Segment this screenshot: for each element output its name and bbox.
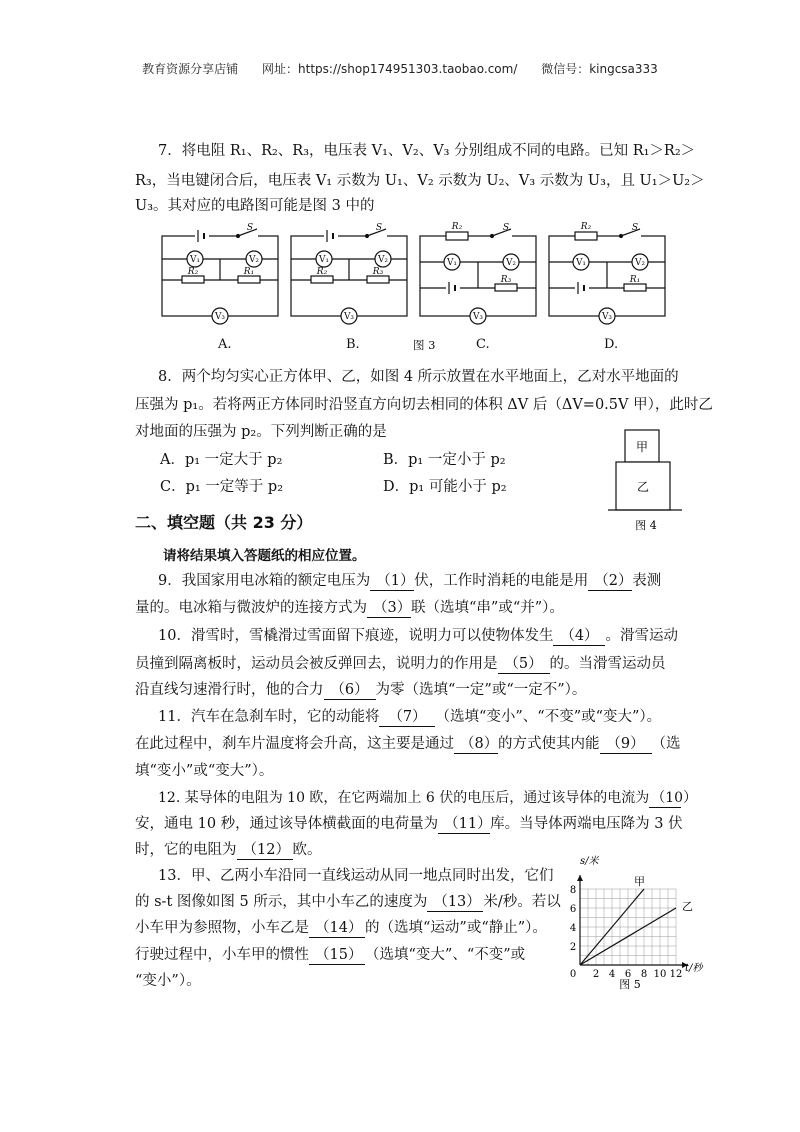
blank-7[interactable]: （7） bbox=[379, 708, 435, 727]
blank-4[interactable]: （4） bbox=[553, 627, 605, 646]
q13-line5: “变小”）。 bbox=[135, 973, 201, 989]
q8-line1: 8．两个均匀实心正方体甲、乙，如图 4 所示放置在水平地面上，乙对水平地面的 bbox=[158, 369, 679, 385]
option-a-label: A. bbox=[218, 337, 232, 352]
blank-9[interactable]: （9） bbox=[600, 735, 652, 754]
q11-line3: 填“变小”或“变大”）。 bbox=[135, 763, 274, 779]
q13-line3: 小车甲为参照物，小车乙是 （14） 的（选填“运动”或“静止”）。 bbox=[135, 920, 547, 936]
q8-line2: 压强为 p₁。若将两正方体同时沿竖直方向切去相同的体积 ΔV 后（ΔV=0.5V 甲），此时乙 bbox=[135, 397, 713, 413]
x-tick-label: 2 bbox=[592, 969, 600, 980]
q9-line1: 9．我国家用电冰箱的额定电压为 （1）伏，工作时消耗的电能是用 （2）表测 bbox=[158, 573, 662, 589]
q8-option-c: C．p₁ 一定等于 p₂ bbox=[160, 479, 284, 495]
chart-ticks bbox=[570, 885, 683, 980]
q12-line1: 12. 某导体的电阻为 10 欧，在它两端加上 6 伏的电压后，通过该导体的电流为 （10） bbox=[158, 790, 698, 806]
resistor-label: R₃ bbox=[500, 275, 512, 285]
blank-8[interactable]: （8） bbox=[454, 735, 498, 754]
voltmeter-v2-label: V₂ bbox=[248, 255, 260, 265]
q11-line2: 在此过程中，刹车片温度将会升高，这主要是通过 （8）的方式使其内能 （9） （选 bbox=[135, 736, 681, 752]
blank-15[interactable]: （15） bbox=[309, 946, 365, 965]
figure-5-st-chart bbox=[548, 850, 708, 995]
resistor-label: R₃ bbox=[372, 267, 384, 277]
circuit-a bbox=[162, 229, 278, 324]
resistor-label: R₂ bbox=[580, 222, 592, 232]
x-tick-label: 4 bbox=[608, 969, 616, 980]
voltmeter-v3-label: V₃ bbox=[343, 312, 355, 322]
figure-4-cubes bbox=[608, 425, 684, 535]
circuit-c bbox=[420, 229, 536, 324]
voltmeter-v2-label: V₂ bbox=[377, 255, 389, 265]
q12-line3: 时，它的电阻为 （12） 欧。 bbox=[135, 842, 322, 858]
q7-line2: R₃，当电键闭合后，电压表 V₁ 示数为 U₁、V₂ 示数为 U₂、V₃ 示数为 U₃，且 U₁＞U₂＞ bbox=[135, 173, 705, 189]
q10-line2: 员撞到隔离板时，运动员会被反弹回去，说明力的作用是 （5） 的。当滑雪运动员 bbox=[135, 656, 666, 672]
voltmeter-v1-label: V₁ bbox=[575, 258, 587, 268]
q8-line3: 对地面的压强为 p₂。下列判断正确的是 bbox=[135, 424, 387, 440]
x-tick-label: 12 bbox=[669, 969, 683, 980]
y-tick-label: 8 bbox=[569, 885, 577, 896]
figure-3-caption: 图 3 bbox=[413, 338, 436, 352]
y-tick-label: 6 bbox=[569, 904, 577, 915]
blank-1[interactable]: （1） bbox=[370, 572, 414, 591]
shop-name: 教育资源分享店铺 bbox=[142, 62, 239, 76]
switch-label: S bbox=[631, 223, 639, 233]
figure-5-caption: 图 5 bbox=[619, 978, 641, 991]
q13-line4: 行驶过程中，小车甲的惯性 （15） （选填“变大”、“不变”或 bbox=[135, 947, 526, 963]
blank-3[interactable]: （3） bbox=[367, 599, 411, 618]
section-note: 请将结果填入答题纸的相应位置。 bbox=[163, 548, 366, 564]
blank-10[interactable]: （10） bbox=[651, 790, 698, 806]
option-b-label: B. bbox=[346, 337, 360, 352]
y-axis-arrow bbox=[577, 875, 583, 881]
section-title: 二、填空题（共 23 分） bbox=[135, 513, 313, 532]
blank-5[interactable]: （5） bbox=[498, 655, 550, 674]
wechat-id: 微信号：kingcsa333 bbox=[541, 62, 658, 76]
voltmeter-v1-label: V₁ bbox=[446, 258, 458, 268]
q9-line2: 量的。电冰箱与微波炉的连接方式为 （3）联（选填“串”或“并”）。 bbox=[135, 600, 564, 616]
x-axis-label: t/秒 bbox=[685, 963, 703, 974]
q13-line1: 13．甲、乙两小车沿同一直线运动从同一地点同时出发，它们 bbox=[158, 868, 554, 884]
voltmeter-v3-label: V₃ bbox=[214, 312, 226, 322]
series-label: 乙 bbox=[682, 900, 693, 913]
x-tick-label: 10 bbox=[653, 969, 667, 980]
resistor-label: R₁ bbox=[243, 267, 255, 277]
voltmeter-v2-label: V₂ bbox=[634, 258, 646, 268]
q10-line3: 沿直线匀速滑行时，他的合力 （6） 为零（选填“一定”或“一定不”）。 bbox=[135, 682, 587, 698]
page-header bbox=[0, 60, 800, 77]
shop-url: 网址：https://shop174951303.taobao.com/ bbox=[262, 62, 518, 76]
voltmeter-v2-label: V₂ bbox=[505, 258, 517, 268]
q11-line1: 11．汽车在急刹车时，它的动能将 （7） （选填“变小”、“不变”或“变大”）。 bbox=[158, 709, 662, 725]
blank-12[interactable]: （12） bbox=[237, 841, 293, 860]
x-tick-label: 0 bbox=[569, 969, 577, 980]
option-d-label: D. bbox=[604, 337, 619, 352]
resistor-label: R₂ bbox=[316, 267, 328, 277]
q7-line1: 7．将电阻 R₁、R₂、R₃，电压表 V₁、V₂、V₃ 分别组成不同的电路。已知 R₁＞R₂＞ bbox=[158, 143, 696, 159]
y-tick-label: 4 bbox=[569, 923, 577, 934]
blank-2[interactable]: （2） bbox=[588, 572, 632, 591]
series-label: 甲 bbox=[634, 875, 645, 888]
voltmeter-v1-label: V₁ bbox=[318, 255, 330, 265]
blank-11[interactable]: （11） bbox=[438, 815, 490, 834]
blank-13[interactable]: （13） bbox=[427, 893, 483, 912]
q13-line2: 的 s-t 图像如图 5 所示，其中小车乙的速度为 （13） 米/秒。若以 bbox=[135, 894, 561, 910]
chart-grid bbox=[580, 889, 676, 965]
circuit-d bbox=[549, 229, 665, 324]
voltmeter-v3-label: V₃ bbox=[472, 312, 484, 322]
figure-4-caption: 图 4 bbox=[635, 519, 657, 532]
q12-line2: 安，通电 10 秒，通过该导体横截面的电荷量为 （11）库。当导体两端电压降为 3 伏 bbox=[135, 816, 683, 832]
switch-label: S bbox=[246, 223, 254, 233]
resistor-label: R₂ bbox=[451, 222, 463, 232]
cube-yi-label: 乙 bbox=[636, 480, 650, 494]
q8-option-b: B．p₁ 一定小于 p₂ bbox=[383, 452, 506, 468]
x-tick-label: 6 bbox=[624, 969, 632, 980]
resistor-label: R₂ bbox=[187, 267, 199, 277]
x-tick-label: 8 bbox=[640, 969, 648, 980]
voltmeter-v3-label: V₃ bbox=[601, 312, 613, 322]
q8-option-d: D．p₁ 可能小于 p₂ bbox=[383, 479, 507, 495]
y-tick-label: 2 bbox=[569, 942, 577, 953]
option-c-label: C. bbox=[476, 337, 490, 352]
q10-line1: 10．滑雪时，雪橇滑过雪面留下痕迹，说明力可以使物体发生 （4） 。滑雪运动 bbox=[158, 628, 678, 644]
switch-label: S bbox=[502, 223, 510, 233]
resistor-label: R₁ bbox=[629, 275, 641, 285]
q8-option-a: A．p₁ 一定大于 p₂ bbox=[160, 452, 283, 468]
blank-14[interactable]: （14） bbox=[309, 919, 365, 938]
voltmeter-v1-label: V₁ bbox=[189, 255, 201, 265]
switch-label: S bbox=[375, 223, 383, 233]
y-axis-label: s/米 bbox=[580, 856, 599, 867]
circuit-b bbox=[291, 229, 407, 324]
q7-line3: U₃。其对应的电路图可能是图 3 中的 bbox=[135, 198, 375, 214]
blank-6[interactable]: （6） bbox=[324, 681, 376, 700]
cube-jia-label: 甲 bbox=[635, 440, 649, 454]
